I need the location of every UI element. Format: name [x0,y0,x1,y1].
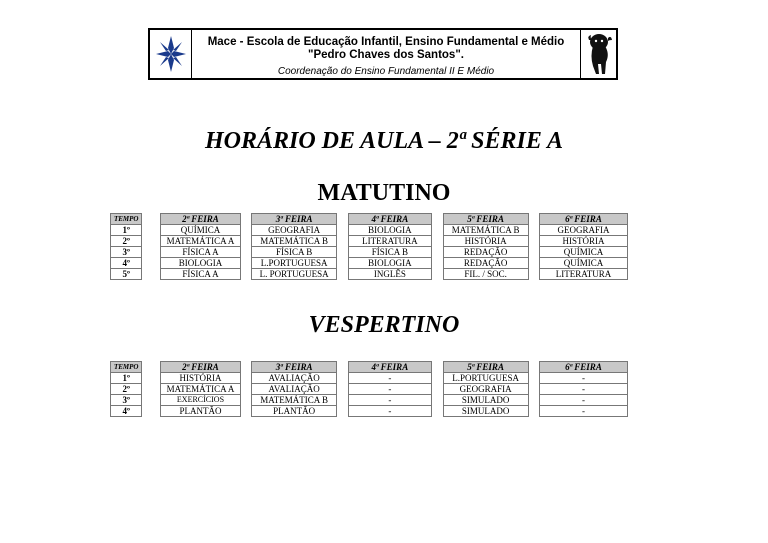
subject-cell: MATEMÁTICA B [252,236,337,247]
subject-cell: LITERATURA [540,269,628,280]
subject-cell: AVALIAÇÃO [252,373,337,384]
subject-cell: - [348,406,432,417]
subject-cell: REDAÇÃO [443,258,528,269]
tempo-cell: 3º [111,247,142,258]
subject-cell: QUÍMICA [161,225,241,236]
table-row [111,384,628,395]
column-header: 6ª FEIRA [540,214,628,225]
subject-cell: - [540,384,628,395]
school-header [148,28,618,80]
subject-cell: L.PORTUGUESA [252,258,337,269]
subject-cell: MATEMÁTICA B [443,225,528,236]
column-header: 5ª FEIRA [443,362,528,373]
subject-cell: L.PORTUGUESA [443,373,528,384]
subject-cell: HISTÓRIA [443,236,528,247]
column-header: 6ª FEIRA [540,362,628,373]
subject-cell: QUÍMICA [540,258,628,269]
subject-cell: HISTÓRIA [540,236,628,247]
header-text-block [192,30,580,78]
column-header: TEMPO [111,214,142,225]
subject-cell: L. PORTUGUESA [252,269,337,280]
subject-cell: REDAÇÃO [443,247,528,258]
subject-cell: FÍSICA A [161,247,241,258]
subject-cell: BIOLOGIA [348,258,432,269]
subject-cell: INGLÊS [348,269,432,280]
tempo-cell: 1º [111,225,142,236]
subject-cell: GEOGRAFIA [540,225,628,236]
subject-cell: BIOLOGIA [161,258,241,269]
subject-cell: - [540,395,628,406]
subject-cell: FÍSICA B [348,247,432,258]
table-row [111,269,628,280]
tempo-cell: 2º [111,384,142,395]
subject-cell: FIL. / SOC. [443,269,528,280]
subject-cell: SIMULADO [443,406,528,417]
subject-cell: LITERATURA [348,236,432,247]
table-row [111,406,628,417]
schedule-table-matutino [110,213,628,280]
subject-cell: MATEMÁTICA B [252,395,337,406]
subject-cell: - [540,373,628,384]
tempo-cell: 2º [111,236,142,247]
section-title-vespertino: VESPERTINO [308,312,460,338]
column-header: 2ª FEIRA [161,362,241,373]
tempo-cell: 4º [111,406,142,417]
coordination-label: Coordenação do Ensino Fundamental II E Médio [277,66,495,77]
subject-cell: HISTÓRIA [161,373,241,384]
tempo-cell: 3º [111,395,142,406]
subject-cell: - [348,395,432,406]
column-header: TEMPO [111,362,142,373]
column-header: 4ª FEIRA [348,214,432,225]
school-name: Mace - Escola de Educação Infantil, Ensino Fundamental e Médio [207,36,565,48]
page-title: HORÁRIO DE AULA – 2ª SÉRIE A [204,128,564,154]
subject-cell: FÍSICA B [252,247,337,258]
subject-cell: PLANTÃO [252,406,337,417]
subject-cell: SIMULADO [443,395,528,406]
table-row [111,373,628,384]
column-header: 3ª FEIRA [252,214,337,225]
subject-cell: QUÍMICA [540,247,628,258]
tempo-cell: 1º [111,373,142,384]
column-header: 3ª FEIRA [252,362,337,373]
schedule-table-vespertino [110,361,628,417]
subject-cell: EXERCÍCIOS [161,395,241,406]
table-header-row [111,214,628,225]
subject-cell: GEOGRAFIA [443,384,528,395]
table-row [111,395,628,406]
lion-emblem-icon [580,30,616,78]
table-row [111,258,628,269]
tempo-cell: 5º [111,269,142,280]
column-header: 2ª FEIRA [161,214,241,225]
table-row [111,225,628,236]
school-subtitle: "Pedro Chaves dos Santos". [308,49,464,61]
subject-cell: GEOGRAFIA [252,225,337,236]
subject-cell: - [348,384,432,395]
subject-cell: BIOLOGIA [348,225,432,236]
subject-cell: AVALIAÇÃO [252,384,337,395]
subject-cell: - [540,406,628,417]
subject-cell: MATEMÁTICA A [161,236,241,247]
column-header: 4ª FEIRA [348,362,432,373]
subject-cell: MATEMÁTICA A [161,384,241,395]
section-title-matutino: MATUTINO [317,180,451,206]
subject-cell: FÍSICA A [161,269,241,280]
table-row [111,247,628,258]
table-header-row [111,362,628,373]
subject-cell: - [348,373,432,384]
table-row [111,236,628,247]
subject-cell: PLANTÃO [161,406,241,417]
star-emblem-icon [150,30,192,78]
column-header: 5ª FEIRA [443,214,528,225]
tempo-cell: 4º [111,258,142,269]
